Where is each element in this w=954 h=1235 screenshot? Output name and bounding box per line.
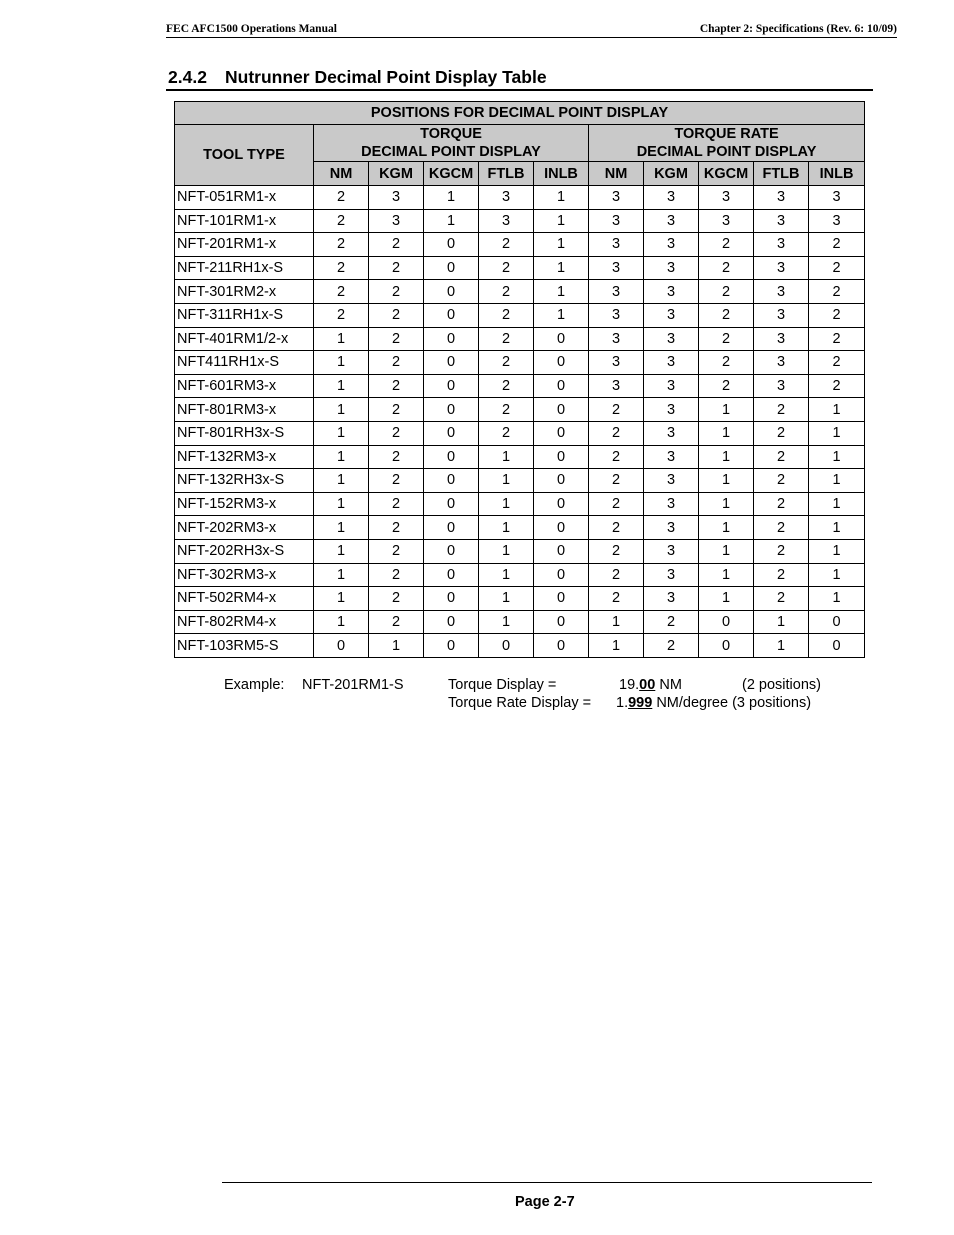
decimal-position-cell: 2 (699, 256, 754, 280)
decimal-position-cell: 1 (314, 492, 369, 516)
decimal-position-cell: 3 (754, 209, 809, 233)
decimal-point-table (174, 101, 865, 658)
decimal-position-cell: 1 (479, 469, 534, 493)
decimal-position-cell: 3 (644, 351, 699, 375)
decimal-position-cell: 1 (699, 398, 754, 422)
decimal-position-cell: 0 (424, 610, 479, 634)
decimal-position-cell: 3 (754, 280, 809, 304)
table-row (175, 303, 865, 327)
decimal-position-cell: 1 (699, 587, 754, 611)
decimal-position-cell: 1 (809, 492, 865, 516)
tool-type-cell: NFT-202RM3-x (175, 516, 314, 540)
decimal-position-cell: 3 (754, 256, 809, 280)
decimal-position-cell: 2 (479, 398, 534, 422)
decimal-position-cell: 1 (479, 587, 534, 611)
decimal-position-cell: 3 (699, 209, 754, 233)
decimal-position-cell: 0 (424, 539, 479, 563)
torque-display-label: Torque Display = (448, 677, 557, 693)
decimal-position-cell: 2 (369, 469, 424, 493)
decimal-position-cell: 2 (754, 421, 809, 445)
decimal-position-cell: 3 (644, 563, 699, 587)
section-heading (166, 67, 873, 91)
decimal-position-cell: 0 (534, 492, 589, 516)
decimal-position-cell: 2 (589, 563, 644, 587)
decimal-position-cell: 1 (314, 587, 369, 611)
decimal-position-cell: 1 (589, 610, 644, 634)
decimal-position-cell: 1 (699, 445, 754, 469)
decimal-position-cell: 1 (424, 209, 479, 233)
table-row (175, 516, 865, 540)
tool-type-cell: NFT411RH1x-S (175, 351, 314, 375)
decimal-position-cell: 2 (754, 587, 809, 611)
decimal-position-cell: 1 (479, 539, 534, 563)
unit-header: INLB (534, 162, 589, 186)
decimal-position-cell: 2 (314, 256, 369, 280)
decimal-position-cell: 0 (534, 398, 589, 422)
decimal-position-cell: 3 (589, 209, 644, 233)
decimal-position-cell: 3 (644, 445, 699, 469)
tool-type-cell: NFT-152RM3-x (175, 492, 314, 516)
decimal-position-cell: 3 (754, 186, 809, 210)
decimal-position-cell: 2 (369, 256, 424, 280)
torque-positions: (2 positions) (742, 677, 821, 693)
unit-header: FTLB (479, 162, 534, 186)
decimal-position-cell: 1 (699, 563, 754, 587)
decimal-position-cell: 1 (754, 634, 809, 658)
decimal-position-cell: 0 (534, 634, 589, 658)
decimal-position-cell: 3 (644, 327, 699, 351)
decimal-position-cell: 1 (479, 610, 534, 634)
decimal-position-cell: 3 (754, 303, 809, 327)
decimal-position-cell: 2 (699, 327, 754, 351)
decimal-position-cell: 3 (589, 256, 644, 280)
decimal-position-cell: 1 (314, 374, 369, 398)
decimal-position-cell: 3 (644, 492, 699, 516)
decimal-position-cell: 1 (369, 634, 424, 658)
decimal-position-cell: 3 (644, 280, 699, 304)
table-row (175, 209, 865, 233)
decimal-position-cell: 2 (369, 445, 424, 469)
decimal-position-cell: 3 (809, 186, 865, 210)
decimal-position-cell: 1 (809, 539, 865, 563)
decimal-position-cell: 2 (809, 303, 865, 327)
tool-type-cell: NFT-101RM1-x (175, 209, 314, 233)
decimal-position-cell: 1 (699, 516, 754, 540)
decimal-position-cell: 2 (644, 610, 699, 634)
decimal-position-cell: 3 (644, 209, 699, 233)
decimal-position-cell: 0 (534, 516, 589, 540)
decimal-position-cell: 1 (314, 610, 369, 634)
decimal-position-cell: 1 (809, 469, 865, 493)
decimal-position-cell: 3 (644, 516, 699, 540)
decimal-position-cell: 3 (644, 421, 699, 445)
decimal-position-cell: 1 (314, 351, 369, 375)
decimal-position-cell: 2 (754, 492, 809, 516)
decimal-position-cell: 0 (424, 280, 479, 304)
decimal-position-cell: 2 (369, 351, 424, 375)
page-number: Page 2-7 (515, 1194, 575, 1210)
decimal-position-cell: 2 (809, 280, 865, 304)
decimal-position-cell: 0 (534, 445, 589, 469)
decimal-position-cell: 0 (314, 634, 369, 658)
decimal-position-cell: 0 (809, 634, 865, 658)
unit-header: KGCM (424, 162, 479, 186)
decimal-position-cell: 3 (589, 280, 644, 304)
decimal-position-cell: 0 (424, 351, 479, 375)
decimal-position-cell: 2 (589, 516, 644, 540)
decimal-position-cell: 0 (424, 634, 479, 658)
decimal-position-cell: 2 (369, 610, 424, 634)
decimal-position-cell: 1 (314, 327, 369, 351)
decimal-position-cell: 1 (699, 421, 754, 445)
decimal-position-cell: 0 (534, 421, 589, 445)
decimal-position-cell: 1 (534, 186, 589, 210)
decimal-position-cell: 0 (534, 469, 589, 493)
decimal-position-cell: 3 (479, 186, 534, 210)
decimal-position-cell: 1 (534, 303, 589, 327)
decimal-position-cell: 2 (369, 303, 424, 327)
decimal-position-cell: 3 (644, 469, 699, 493)
unit-header: INLB (809, 162, 865, 186)
table-row (175, 351, 865, 375)
decimal-position-cell: 1 (479, 516, 534, 540)
tool-type-cell: NFT-801RM3-x (175, 398, 314, 422)
decimal-position-cell: 0 (534, 563, 589, 587)
decimal-position-cell: 1 (809, 587, 865, 611)
decimal-position-cell: 2 (314, 186, 369, 210)
decimal-position-cell: 1 (314, 421, 369, 445)
decimal-position-cell: 2 (369, 587, 424, 611)
decimal-position-cell: 1 (314, 516, 369, 540)
decimal-position-cell: 0 (424, 587, 479, 611)
decimal-position-cell: 2 (589, 421, 644, 445)
decimal-position-cell: 2 (479, 327, 534, 351)
decimal-position-cell: 2 (754, 516, 809, 540)
decimal-position-cell: 1 (479, 492, 534, 516)
decimal-position-cell: 0 (809, 610, 865, 634)
table-row (175, 374, 865, 398)
decimal-position-cell: 3 (644, 186, 699, 210)
decimal-position-cell: 1 (314, 539, 369, 563)
unit-header: KGM (644, 162, 699, 186)
footer-rule (222, 1182, 872, 1183)
example-model: NFT-201RM1-S (302, 677, 404, 693)
tool-type-cell: NFT-301RM2-x (175, 280, 314, 304)
tool-type-cell: NFT-502RM4-x (175, 587, 314, 611)
decimal-position-cell: 2 (369, 492, 424, 516)
table-row (175, 634, 865, 658)
decimal-position-cell: 2 (369, 563, 424, 587)
decimal-position-cell: 3 (589, 186, 644, 210)
tool-type-header: TOOL TYPE (175, 125, 314, 186)
decimal-position-cell: 1 (809, 445, 865, 469)
chapter-label: Chapter 2: Specifications (Rev. 6: 10/09) (699, 23, 897, 35)
decimal-position-cell: 2 (809, 351, 865, 375)
decimal-position-cell: 1 (314, 445, 369, 469)
decimal-position-cell: 2 (589, 469, 644, 493)
torque-rate-display-label: Torque Rate Display = (448, 695, 592, 711)
decimal-position-cell: 3 (589, 351, 644, 375)
decimal-position-cell: 1 (479, 563, 534, 587)
decimal-position-cell: 2 (754, 539, 809, 563)
decimal-position-cell: 0 (534, 539, 589, 563)
decimal-position-cell: 3 (754, 374, 809, 398)
decimal-position-cell: 3 (644, 539, 699, 563)
decimal-position-cell: 2 (589, 445, 644, 469)
table-row (175, 539, 865, 563)
unit-header: NM (314, 162, 369, 186)
decimal-position-cell: 3 (589, 233, 644, 257)
decimal-position-cell: 3 (589, 374, 644, 398)
decimal-position-cell: 3 (369, 209, 424, 233)
table-row (175, 610, 865, 634)
decimal-position-cell: 0 (424, 421, 479, 445)
decimal-position-cell: 0 (534, 327, 589, 351)
decimal-position-cell: 1 (809, 421, 865, 445)
decimal-position-cell: 2 (589, 539, 644, 563)
tool-type-cell: NFT-132RM3-x (175, 445, 314, 469)
tool-type-cell: NFT-601RM3-x (175, 374, 314, 398)
tool-type-cell: NFT-302RM3-x (175, 563, 314, 587)
decimal-position-cell: 1 (754, 610, 809, 634)
torque-group-header: TORQUE DECIMAL POINT DISPLAY (314, 125, 589, 162)
decimal-position-cell: 2 (369, 374, 424, 398)
decimal-position-cell: 1 (589, 634, 644, 658)
decimal-position-cell: 2 (369, 398, 424, 422)
decimal-position-cell: 1 (809, 563, 865, 587)
torque-rate-display-value: 1.999 NM/degree (3 positions) (616, 695, 812, 711)
decimal-position-cell: 0 (424, 398, 479, 422)
decimal-position-cell: 0 (424, 327, 479, 351)
decimal-position-cell: 0 (534, 374, 589, 398)
decimal-position-cell: 1 (314, 563, 369, 587)
decimal-position-cell: 2 (809, 327, 865, 351)
decimal-position-cell: 2 (809, 233, 865, 257)
decimal-position-cell: 2 (369, 233, 424, 257)
decimal-position-cell: 2 (314, 209, 369, 233)
decimal-position-cell: 3 (754, 233, 809, 257)
decimal-position-cell: 1 (534, 209, 589, 233)
decimal-position-cell: 0 (699, 610, 754, 634)
decimal-position-cell: 1 (424, 186, 479, 210)
decimal-position-cell: 3 (589, 327, 644, 351)
section-title: Nutrunner Decimal Point Display Table (225, 67, 547, 87)
decimal-position-cell: 1 (534, 233, 589, 257)
decimal-position-cell: 2 (589, 398, 644, 422)
decimal-position-cell: 3 (754, 327, 809, 351)
unit-header: KGCM (699, 162, 754, 186)
decimal-position-cell: 1 (809, 516, 865, 540)
decimal-position-cell: 2 (479, 374, 534, 398)
decimal-position-cell: 0 (424, 563, 479, 587)
decimal-position-cell: 0 (699, 634, 754, 658)
tool-type-cell: NFT-132RH3x-S (175, 469, 314, 493)
decimal-position-cell: 3 (754, 351, 809, 375)
table-row (175, 280, 865, 304)
decimal-position-cell: 3 (809, 209, 865, 233)
decimal-position-cell: 2 (479, 280, 534, 304)
example-label: Example: (224, 677, 285, 693)
decimal-position-cell: 2 (699, 374, 754, 398)
decimal-position-cell: 0 (424, 256, 479, 280)
decimal-position-cell: 3 (644, 374, 699, 398)
decimal-position-cell: 2 (314, 233, 369, 257)
decimal-position-cell: 0 (424, 445, 479, 469)
decimal-position-cell: 3 (644, 303, 699, 327)
decimal-position-cell: 2 (479, 233, 534, 257)
decimal-position-cell: 3 (479, 209, 534, 233)
table-row (175, 233, 865, 257)
decimal-position-cell: 0 (424, 492, 479, 516)
decimal-position-cell: 2 (699, 233, 754, 257)
decimal-position-cell: 3 (644, 233, 699, 257)
decimal-position-cell: 0 (424, 303, 479, 327)
decimal-position-cell: 2 (479, 421, 534, 445)
tool-type-cell: NFT-802RM4-x (175, 610, 314, 634)
decimal-position-cell: 0 (424, 516, 479, 540)
table-row (175, 587, 865, 611)
decimal-position-cell: 3 (644, 587, 699, 611)
decimal-position-cell: 2 (754, 563, 809, 587)
decimal-position-cell: 1 (314, 469, 369, 493)
decimal-position-cell: 1 (534, 256, 589, 280)
decimal-position-cell: 0 (424, 374, 479, 398)
decimal-position-cell: 2 (754, 469, 809, 493)
decimal-position-cell: 2 (699, 280, 754, 304)
decimal-position-cell: 2 (369, 539, 424, 563)
tool-type-cell: NFT-801RH3x-S (175, 421, 314, 445)
decimal-position-cell: 2 (314, 303, 369, 327)
decimal-position-cell: 2 (809, 374, 865, 398)
table-row (175, 398, 865, 422)
unit-header: KGM (369, 162, 424, 186)
decimal-position-cell: 0 (424, 469, 479, 493)
table-row (175, 327, 865, 351)
table-row (175, 186, 865, 210)
decimal-position-cell: 1 (809, 398, 865, 422)
decimal-position-cell: 2 (479, 303, 534, 327)
page-header (166, 21, 897, 38)
decimal-position-cell: 2 (314, 280, 369, 304)
torque-display-value: 19.00 NM (619, 677, 682, 693)
decimal-position-cell: 3 (589, 303, 644, 327)
decimal-position-cell: 0 (479, 634, 534, 658)
tool-type-cell: NFT-211RH1x-S (175, 256, 314, 280)
decimal-position-cell: 1 (699, 469, 754, 493)
torque-rate-group-header: TORQUE RATE DECIMAL POINT DISPLAY (589, 125, 865, 162)
decimal-position-cell: 2 (369, 280, 424, 304)
tool-type-cell: NFT-401RM1/2-x (175, 327, 314, 351)
tool-type-cell: NFT-311RH1x-S (175, 303, 314, 327)
decimal-position-cell: 2 (809, 256, 865, 280)
tool-type-cell: NFT-051RM1-x (175, 186, 314, 210)
decimal-position-cell: 1 (699, 539, 754, 563)
decimal-position-cell: 1 (699, 492, 754, 516)
tool-type-cell: NFT-103RM5-S (175, 634, 314, 658)
table-row (175, 492, 865, 516)
decimal-position-cell: 2 (754, 398, 809, 422)
decimal-position-cell: 2 (754, 445, 809, 469)
decimal-position-cell: 2 (479, 351, 534, 375)
table-row (175, 469, 865, 493)
decimal-position-cell: 2 (479, 256, 534, 280)
decimal-position-cell: 2 (699, 351, 754, 375)
table-row (175, 563, 865, 587)
decimal-position-cell: 3 (644, 256, 699, 280)
decimal-position-cell: 2 (589, 492, 644, 516)
table-caption: POSITIONS FOR DECIMAL POINT DISPLAY (175, 102, 865, 125)
decimal-position-cell: 0 (534, 351, 589, 375)
section-number: 2.4.2 (168, 67, 207, 87)
decimal-position-cell: 3 (699, 186, 754, 210)
table-row (175, 445, 865, 469)
manual-title: FEC AFC1500 Operations Manual (166, 23, 337, 35)
decimal-position-cell: 1 (479, 445, 534, 469)
decimal-position-cell: 1 (534, 280, 589, 304)
decimal-position-cell: 2 (699, 303, 754, 327)
tool-type-cell: NFT-201RM1-x (175, 233, 314, 257)
decimal-position-cell: 3 (644, 398, 699, 422)
decimal-position-cell: 2 (589, 587, 644, 611)
decimal-position-cell: 2 (644, 634, 699, 658)
table-row (175, 421, 865, 445)
unit-header: NM (589, 162, 644, 186)
decimal-position-cell: 0 (534, 587, 589, 611)
table-body (175, 186, 865, 658)
decimal-position-cell: 0 (534, 610, 589, 634)
table-row (175, 256, 865, 280)
decimal-position-cell: 1 (314, 398, 369, 422)
decimal-position-cell: 2 (369, 516, 424, 540)
tool-type-cell: NFT-202RH3x-S (175, 539, 314, 563)
decimal-position-cell: 2 (369, 421, 424, 445)
decimal-position-cell: 0 (424, 233, 479, 257)
decimal-position-cell: 2 (369, 327, 424, 351)
decimal-position-cell: 3 (369, 186, 424, 210)
unit-header: FTLB (754, 162, 809, 186)
